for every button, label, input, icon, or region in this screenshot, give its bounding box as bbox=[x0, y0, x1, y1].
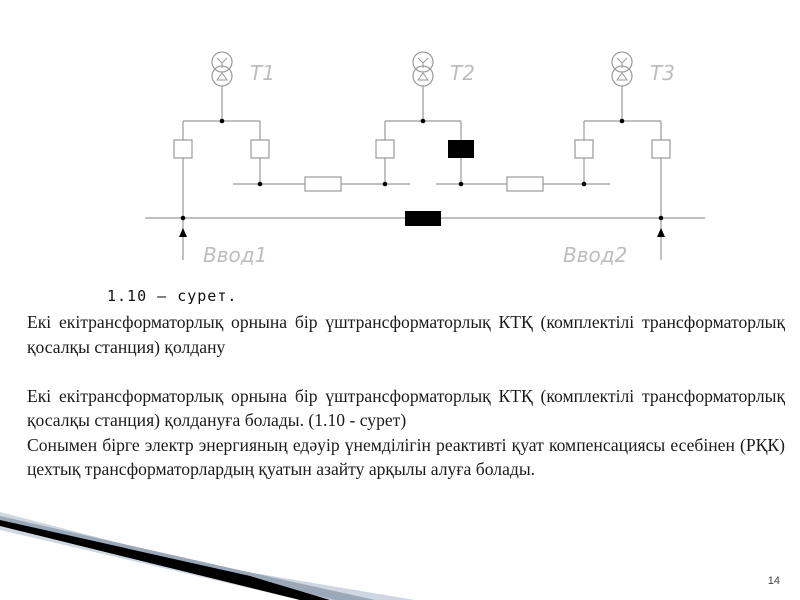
input-arrows bbox=[179, 228, 665, 237]
label-input-1: Ввод1 bbox=[203, 243, 268, 267]
open-breakers bbox=[174, 140, 670, 191]
single-line-diagram bbox=[0, 0, 800, 290]
decorative-swoosh bbox=[0, 490, 800, 600]
paragraph-1: Екі екітрансформаторлық орнына бір үштрансформаторлық КТҚ (комплектілі трансформаторлық қосалқы станция) қолдану bbox=[27, 312, 785, 357]
paragraph-3: Сонымен бірге электр энергияның едәуір үнемділігін реактивті қуат компенсациясы есебінен (РҚК) цехтық трансформаторлардың қуатын азайту арқылы алуға болады. bbox=[27, 434, 785, 479]
label-input-2: Ввод2 bbox=[563, 243, 628, 267]
label-t1: T1 bbox=[250, 61, 275, 85]
body-text bbox=[27, 310, 785, 482]
paragraph-2: Екі екітрансформаторлық орнына бір үштрансформаторлық КТҚ (комплектілі трансформаторлық қосалқы станция) қолдануға болады. (1.10 - сурет) bbox=[27, 385, 785, 430]
closed-breakers bbox=[405, 140, 474, 226]
figure-caption: 1.10 – сурет. bbox=[107, 287, 238, 305]
page-number: 14 bbox=[767, 575, 780, 587]
junction-dots bbox=[181, 119, 664, 221]
label-t3: T3 bbox=[650, 61, 675, 85]
label-t2: T2 bbox=[450, 61, 475, 85]
